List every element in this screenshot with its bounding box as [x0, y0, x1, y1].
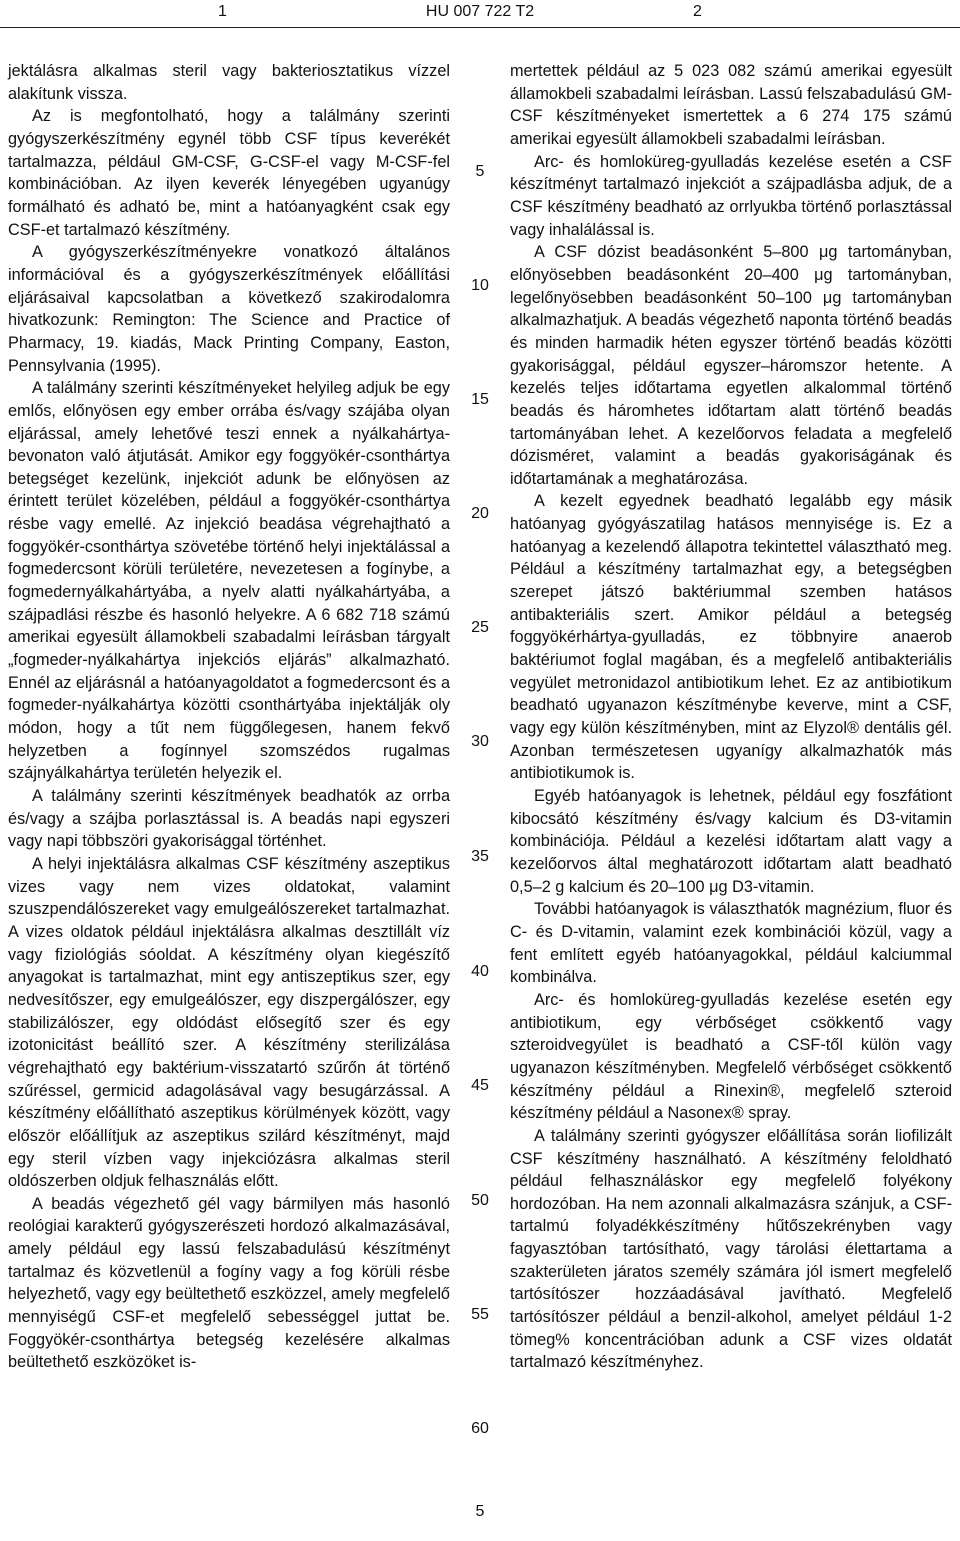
line-number: 5 [475, 163, 485, 180]
line-number: 10 [471, 277, 489, 294]
line-number: 30 [471, 733, 489, 750]
paragraph: A CSF dózist beadásonként 5–800 μg tartományban, előnyösebben beadásonként 20–400 μg tartományban, legelőnyösebben beadásonként 50–100 μg tartományban alkalmazhatjuk. A beadás végezhető naponta történő beadás és minden harmadik héten egyszer történő beadás közötti gyakorisággal, például egyszer–háromszor hetente. A kezelés teljes időtartama egyetlen alkalommal történő beadás és háromhetes időtartam alatt történő beadás tartományában lehet. A kezelőorvos feladata a megfelelő dózisméret, valamint a beadás gyakoriságának és időtartamának a meghatározása. [510, 243, 952, 488]
paragraph: Az is megfontolható, hogy a találmány szerinti gyógyszerkészítmény egynél több CSF típus keverékét tartalmazza, például GM-CSF, G-CSF-el vagy M-CSF-fel kombinációban. Az ilyen keverék lényegében ugyanúgy formálható és adható be, mint a hatóanyagként csak egy CSF-et tartalmazó készítmény. [8, 107, 450, 239]
paragraph: Egyéb hatóanyagok is lehetnek, például egy foszfátiont kibocsátó készítmény és/vagy kalcium és D3-vitamin kombinációja. Például a kezelési időtartam alatt vagy a kezelőorvos által meghatározott időtartam alatt beadható 0,5–2 g kalcium és 20–100 μg D3-vitamin. [510, 787, 952, 896]
paragraph: A helyi injektálásra alkalmas CSF készítmény aszeptikus vizes vagy nem vizes oldatokat, valamint szuszpendálószereket vagy emulgeálószereket tartalmazhat. A vizes oldatok például injektálásra alkalmas desztillált víz vagy fiziológiás sóoldat. A készítmény olyan kiegészítő anyagokat is tartalmazhat, mint egy antiszeptikus szer, egy nedvesítőszer, egy emulgeálószer, egy diszpergálószer, egy stabilizálószer, egy oldódást elősegítő szer és egy izotonicitást beállító szer. A készítmény sterilizálása végrehajtható egy baktérium-visszatartó szűrőn át történő szűréssel, germicid adagolásával vagy besugárzással. A készítmény előállítható aszeptikus körülmények között, vagy először előállítjuk az aszeptikus szilárd készítményt, majd egy steril vízben vagy injekciózásra alkalmas steril oldószerben oldjuk felhasználás előtt. [8, 854, 450, 1191]
left-page-number: 1 [218, 3, 227, 20]
paragraph: A találmány szerinti gyógyszer előállítása során liofilizált CSF készítmény használható. A készítmény feloldható például felhasználáskor egy megfelelő folyékony hordozóban. Ha nem azonnali alkalmazásra szánjuk, a CSF-tartalmú folyadékkészítmény hűtőszekrényben vagy fagyasztóban tartósítható, vagy tárolási élettartama a szakterületen járatos személy számára jól ismert megfelelő tartósítószer hozzáadásával javítható. Megfelelő tartósítószer például a benzil-alkohol, amelyet például 1-2 tömeg% koncentrációban adunk a CSF vizes oldatát tartalmazó készítményhez. [510, 1126, 952, 1372]
paragraph: mertettek például az 5 023 082 számú amerikai egyesült államokbeli szabadalmi leírásban. Lassú felszabadulású GM-CSF készítményeket ismertettek a 6 274 175 számú amerikai egyesült államokbeli szabadalmi leírásban. [510, 62, 952, 148]
line-number: 15 [471, 391, 489, 408]
line-number: 25 [471, 619, 489, 636]
header-rule [0, 27, 960, 28]
line-number: 50 [471, 1192, 489, 1209]
paragraph: A beadás végezhető gél vagy bármilyen más hasonló reológiai karakterű gyógyszerészeti hordozó alkalmazásával, amely például egy lassú felszabadulású készítményt tartalmaz és közvetlenül a fogíny vagy a fog körüli résbe helyezhető, vagy egy beültethető eszközzel, amely megfelelő mennyiségű CSF-et megfelelő sebességgel juttat be. Foggyökér-csonthártya betegség kezelésére alkalmas beültethető eszközöket is- [8, 1194, 450, 1372]
paragraph: A találmány szerinti készítményeket helyileg adjuk be egy emlős, előnyösen egy ember orrába és/vagy szájába olyan eljárással, amely lehetővé teszi ennek a nyálkahártya-bevonaton való átjutását. Amikor egy foggyökér-csonthártya betegséget kezelünk, injekciót adunk be előnyösen az érintett terület közelében, például a foggyökér-csonthártya résbe vagy emellé. Az injekció beadása végrehajtható a foggyökér-csonthártya szövetébe történő helyi injektálással a fogmedercsont körüli területére, nevezetesen a fogínybe, a fogmedernyálkahártyába, a nyelv alatti nyálkahártyába, a szájpadlási részbe és hasonló helyekre. A 6 682 718 számú amerikai egyesült államokbeli szabadalmi leírásban tárgyalt „fogmeder-nyálkahártya injekciós eljárás” alkalmazható. Ennél az eljárásnál a hatóanyagoldatot a fogmedercsont és a fogmeder-nyálkahártya közötti csonthártyába injektálják oly módon, hogy a tűt nem függőlegesen, hanem fekvő helyzetben a fogínnyel szomszédos rugalmas szájnyálkahártya területén helyezik el. [8, 379, 450, 783]
right-column [510, 60, 952, 1374]
line-number: 20 [471, 505, 489, 522]
paragraph: Arc- és homloküreg-gyulladás kezelése esetén a CSF készítményt tartalmazó injekciót a szájpadlásba adjuk, de a CSF készítmény beadható az orrlyukba történő porlasztással vagy inhalálással is. [510, 152, 952, 239]
paragraph: A kezelt egyednek beadható legalább egy másik hatóanyag gyógyászatilag hatásos mennyisége is. Ez a hatóanyag a kezelendő állapotra tekintettel választható meg. Például a készítmény tartalmazhat egy, a betegségben szerepet játszó baktériummal szemben hatásos antibakteriális szert. Amikor például a betegség foggyökérhártya-gyulladás, ez többnyire anaerob baktériumot foglal magában, és a megfelelő antibakteriális vegyület metronidazol antibiotikum lehet. Ez az antibiotikum beadható ugyanazon készítménybe keverve, mint a CSF, vagy egy külön készítményben, mint az Elyzol® dentális gél. Azonban természetesen ugyanígy alkalmazhatók más antibiotikumok is. [510, 492, 952, 783]
line-number: 60 [471, 1420, 489, 1437]
line-number: 35 [471, 848, 489, 865]
page-footer-number: 5 [475, 1503, 485, 1520]
right-page-number: 2 [693, 3, 702, 20]
paragraph: A találmány szerinti készítmények beadhatók az orrba és/vagy a szájba porlasztással is. A beadás napi egyszeri vagy napi többszöri gyakorisággal történhet. [8, 787, 450, 851]
line-number: 40 [471, 963, 489, 980]
paragraph: jektálásra alkalmas steril vagy bakteriosztatikus vízzel alakítunk vissza. [8, 62, 450, 103]
paragraph: A gyógyszerkészítményekre vonatkozó általános információval és a gyógyszerkészítmények előállítási eljárásaival kapcsolatban a következő szakirodalomra hivatkozunk: Remington: The Science and Practice of Pharmacy, 19. kiadás, Mack Printing Company, Easton, Pennsylvania (1995). [8, 243, 450, 375]
paragraph: Arc- és homloküreg-gyulladás kezelése esetén egy antibiotikum, egy vérbőséget csökkentő vagy szteroidvegyület is beadható a CSF-től külön vagy ugyanazon készítményben. Megfelelő vérbőséget csökkentő készítmény például a Rinexin®, megfelelő szteroid készítmény például a Nasonex® spray. [510, 990, 952, 1123]
paragraph: További hatóanyagok is választhatók magnézium, fluor és C- és D-vitamin, valamint ezek kombinációi közül, vagy a fent említett egyéb hatóanyagokkal, például kalciummal kombinálva. [510, 900, 952, 987]
left-column [8, 60, 450, 1374]
patent-number: HU 007 722 T2 [425, 3, 535, 20]
line-number: 45 [471, 1077, 489, 1094]
line-number: 55 [471, 1306, 489, 1323]
page-header [0, 0, 960, 26]
